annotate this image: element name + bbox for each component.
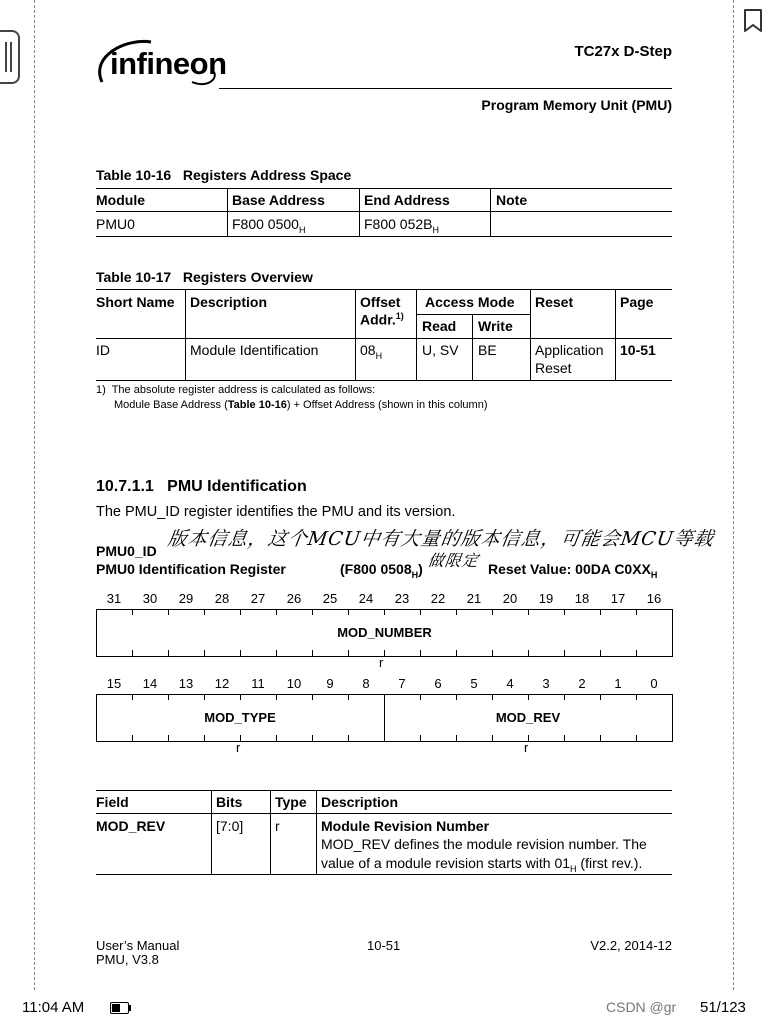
bit-tick <box>240 694 241 700</box>
bit-tick <box>564 650 565 656</box>
bit-number: 6 <box>434 676 442 691</box>
table17-bottom-rule <box>96 380 672 381</box>
chapter-subtitle: Program Memory Unit (PMU) <box>481 97 672 113</box>
table17-header-offset-addr <box>360 311 404 328</box>
bit-tick <box>528 609 529 615</box>
bit-number: 8 <box>362 676 370 691</box>
bit-number: 11 <box>251 676 265 691</box>
battery-tip <box>129 1005 131 1011</box>
bit-tick <box>600 694 601 700</box>
section-intro: The PMU_ID register identifies the PMU and its version. <box>96 504 456 520</box>
bit-tick <box>564 735 565 741</box>
register-name: PMU0_ID <box>96 543 157 559</box>
bit-number: 2 <box>578 676 586 691</box>
table17-cell-write: BE <box>478 342 497 358</box>
table16-mid-rule <box>96 211 672 212</box>
bit-tick <box>420 735 421 741</box>
end-value: F800 052B <box>364 216 433 232</box>
table16-col-divider <box>490 188 491 236</box>
table17-col-divider <box>530 289 531 380</box>
field-cell-bits: [7:0] <box>216 818 244 834</box>
table17-col-divider <box>185 289 186 380</box>
table16-cell-base <box>232 216 305 235</box>
table17-header-read: Read <box>422 318 457 334</box>
bit-number: 26 <box>286 591 302 606</box>
bit-tick <box>456 609 457 615</box>
table17-footnote-line2 <box>114 399 487 411</box>
reset-sub: H <box>650 569 658 580</box>
bit-tick <box>132 735 133 741</box>
field-mod-type: MOD_TYPE <box>204 710 276 725</box>
bit-tick <box>276 650 277 656</box>
field-cell-desc-title: Module Revision Number <box>321 818 490 834</box>
access-mod-number: r <box>379 655 384 670</box>
address-sub: H <box>411 569 419 580</box>
bit-number: 15 <box>106 676 122 691</box>
field-mod-number: MOD_NUMBER <box>337 625 432 640</box>
field-table-col-divider <box>211 790 212 874</box>
handwritten-annotation-line2: 做限定 <box>426 551 481 570</box>
battery-level <box>112 1004 120 1012</box>
table16-header-module: Module <box>96 192 145 208</box>
bit-number: 4 <box>506 676 514 691</box>
bit-tick <box>492 735 493 741</box>
bit-tick <box>276 609 277 615</box>
bit-tick <box>168 694 169 700</box>
bit-tick <box>600 609 601 615</box>
table17-top-rule <box>96 289 672 290</box>
sidebar-toggle-button[interactable] <box>0 30 20 84</box>
table17-col-divider <box>472 314 473 380</box>
bit-tick <box>348 735 349 741</box>
bit-tick <box>168 650 169 656</box>
table17-cell-read: U, SV <box>422 342 459 358</box>
bit-tick <box>276 694 277 700</box>
table16-caption: Table 10-16 Registers Address Space <box>96 167 352 183</box>
field-header-field: Field <box>96 794 129 810</box>
field-mod-rev: MOD_REV <box>495 710 561 725</box>
bit-tick <box>204 735 205 741</box>
table16-header-end: End Address <box>364 192 450 208</box>
bit-number: 30 <box>142 591 158 606</box>
table17-cell-shortname: ID <box>96 342 110 358</box>
bit-number: 20 <box>502 591 518 606</box>
bit-tick <box>204 694 205 700</box>
bit-number: 25 <box>322 591 338 606</box>
bookmark-icon[interactable] <box>741 8 765 34</box>
footnote-table-link[interactable]: Table 10-16 <box>227 399 287 411</box>
bit-tick <box>492 650 493 656</box>
field-cell-desc-line1: MOD_REV defines the module revision number. The <box>321 836 647 852</box>
offset-addr-label: Addr. <box>360 311 396 328</box>
bit-number: 14 <box>142 676 158 691</box>
table17-header-reset: Reset <box>535 294 574 310</box>
bit-number: 7 <box>398 676 406 691</box>
table17-col-divider <box>615 289 616 380</box>
footer-date: V2.2, 2014-12 <box>590 938 672 953</box>
bit-tick <box>384 650 385 656</box>
section-heading <box>96 478 307 496</box>
bit-tick <box>636 735 637 741</box>
bit-tick <box>420 609 421 615</box>
table16-cell-module: PMU0 <box>96 216 135 232</box>
handle-icon <box>5 42 7 72</box>
bit-tick <box>168 735 169 741</box>
bit-tick <box>600 735 601 741</box>
bit-tick <box>492 609 493 615</box>
bit-number: 12 <box>214 676 230 691</box>
bit-tick <box>420 650 421 656</box>
bit-tick <box>312 650 313 656</box>
address-close: ) <box>418 561 423 577</box>
table17-header-description: Description <box>190 294 268 310</box>
bit-number: 1 <box>614 676 622 691</box>
table16-cell-end <box>364 216 439 235</box>
register-address <box>340 561 423 580</box>
bit-tick <box>564 694 565 700</box>
bit-number: 31 <box>106 591 122 606</box>
table17-header-offset: Offset <box>360 294 401 310</box>
table17-caption: Table 10-17 Registers Overview <box>96 269 313 285</box>
status-time: 11:04 AM <box>22 999 85 1016</box>
bit-number: 18 <box>574 591 590 606</box>
bit-tick <box>564 609 565 615</box>
bit-number: 28 <box>214 591 230 606</box>
field-header-type: Type <box>275 794 307 810</box>
field-table-mid-rule <box>96 813 672 814</box>
left-margin-line <box>34 0 35 990</box>
bit-tick <box>132 609 133 615</box>
bit-tick <box>132 694 133 700</box>
bit-number: 0 <box>650 676 658 691</box>
bit-tick <box>348 650 349 656</box>
bit-tick <box>384 735 385 741</box>
field-table-top-rule <box>96 790 672 791</box>
bit-tick <box>132 650 133 656</box>
bit-tick <box>204 609 205 615</box>
bit-number: 3 <box>542 676 550 691</box>
infineon-logo <box>96 36 227 91</box>
desc-line2-pre: value of a module revision starts with 01 <box>321 855 571 871</box>
bit-tick <box>384 694 385 700</box>
bit-tick <box>348 609 349 615</box>
field-cell-field: MOD_REV <box>96 818 166 834</box>
field-header-bits: Bits <box>216 794 243 810</box>
bit-tick <box>168 609 169 615</box>
reader-page-indicator[interactable]: 51/123 <box>700 999 746 1016</box>
bit-number: 24 <box>358 591 374 606</box>
bit-number: 19 <box>538 591 554 606</box>
bit-tick <box>348 694 349 700</box>
bit-tick <box>240 650 241 656</box>
bit-tick <box>456 650 457 656</box>
section-title: PMU Identification <box>167 478 307 495</box>
address-value: (F800 0508 <box>340 561 412 577</box>
table17-header-write: Write <box>478 318 513 334</box>
bit-number: 22 <box>430 591 446 606</box>
access-mod-type: r <box>236 740 241 755</box>
right-margin-line <box>733 0 734 990</box>
bit-number: 27 <box>250 591 266 606</box>
bit-tick <box>420 694 421 700</box>
bit-number: 29 <box>178 591 194 606</box>
bit-number: 17 <box>610 591 626 606</box>
table17-cell-page: 10-51 <box>620 342 656 358</box>
table16-col-divider <box>359 188 360 236</box>
footnote-post: ) + Offset Address (shown in this column) <box>286 399 488 411</box>
table16-col-divider <box>227 188 228 236</box>
bit-tick <box>600 650 601 656</box>
desc-line2-sub: H <box>570 863 577 874</box>
bit-number: 23 <box>394 591 410 606</box>
bit-tick <box>636 609 637 615</box>
table16-header-base: Base Address <box>232 192 325 208</box>
bit-tick <box>636 694 637 700</box>
bit-tick <box>312 609 313 615</box>
table17-access-rule <box>416 314 530 315</box>
table17-footnote-line1: 1) The absolute register address is calculated as follows: <box>96 384 376 396</box>
header-rule <box>219 88 672 89</box>
bit-number: 21 <box>466 591 482 606</box>
document-title: TC27x D-Step <box>574 43 672 60</box>
table17-col-divider <box>416 289 417 380</box>
desc-line2-post: (first rev.). <box>576 855 643 871</box>
offset-footnote-mark: 1) <box>395 311 404 321</box>
base-value: F800 0500 <box>232 216 299 232</box>
bit-tick <box>528 650 529 656</box>
field-header-description: Description <box>321 794 399 810</box>
logo-text: infineon <box>110 46 227 81</box>
field-table-bottom-rule <box>96 874 672 875</box>
bit-number: 5 <box>470 676 478 691</box>
bit-tick <box>276 735 277 741</box>
footer-version: PMU, V3.8 <box>96 952 159 967</box>
field-table-col-divider <box>270 790 271 874</box>
table16-bottom-rule <box>96 236 672 237</box>
bit-tick <box>456 735 457 741</box>
battery-icon <box>110 1002 129 1014</box>
field-cell-type: r <box>275 818 280 834</box>
table17-header-page: Page <box>620 294 654 310</box>
handle-icon-line <box>10 42 12 72</box>
bit-number: 9 <box>326 676 334 691</box>
footer-page-number: 10-51 <box>367 938 401 953</box>
table17-cell-reset-line2: Reset <box>535 360 572 376</box>
end-sub: H <box>432 224 439 235</box>
register-long-name: PMU0 Identification Register <box>96 561 286 577</box>
table17-header-access: Access Mode <box>425 294 515 310</box>
bit-tick <box>528 694 529 700</box>
offset-sub: H <box>375 350 383 361</box>
table17-mid-rule <box>96 338 672 339</box>
bit-tick <box>312 735 313 741</box>
bit-tick <box>312 694 313 700</box>
table16-top-rule <box>96 188 672 189</box>
handwritten-annotation-line1: 版本信息，这个MCU中有大量的版本信息，可能会MCU等载 <box>166 528 716 550</box>
base-sub: H <box>298 224 306 235</box>
bit-tick <box>636 650 637 656</box>
bit-tick <box>456 694 457 700</box>
bit-tick <box>240 609 241 615</box>
bit-tick <box>204 650 205 656</box>
bit-number: 13 <box>178 676 194 691</box>
field-cell-desc-line2 <box>321 855 642 874</box>
footnote-pre: Module Base Address ( <box>114 399 228 411</box>
bit-number: 10 <box>286 676 302 691</box>
table17-cell-reset-line1: Application <box>535 342 604 358</box>
bit-tick <box>384 609 385 615</box>
offset-value: 08 <box>360 342 376 358</box>
section-number: 10.7.1.1 <box>96 478 154 495</box>
reset-value: Reset Value: 00DA C0XX <box>488 561 651 577</box>
bit-tick <box>492 694 493 700</box>
watermark: CSDN @gr <box>606 999 677 1015</box>
register-reset-value <box>488 561 657 580</box>
access-mod-rev: r <box>524 740 529 755</box>
footer-manual: User’s Manual <box>96 938 180 953</box>
table17-col-divider <box>355 289 356 380</box>
table16-header-note: Note <box>496 192 528 208</box>
field-table-col-divider <box>316 790 317 874</box>
table17-cell-description: Module Identification <box>190 342 319 358</box>
table17-header-shortname: Short Name <box>96 294 175 310</box>
table17-cell-offset <box>360 342 382 361</box>
bit-number: 16 <box>646 591 662 606</box>
